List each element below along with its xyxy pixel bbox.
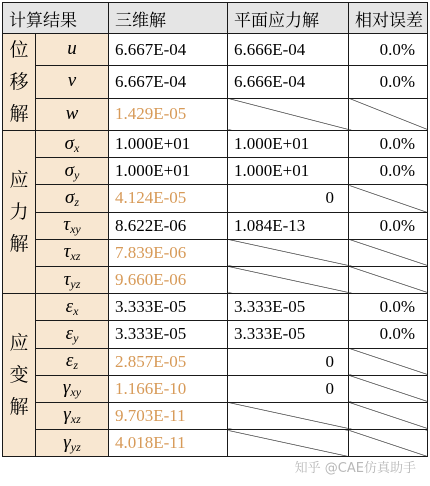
empty-slash-cell: [228, 98, 349, 130]
value-3d: 6.667E-04: [109, 34, 228, 66]
group-displacement: 位移解: [3, 34, 36, 131]
empty-slash-cell: [349, 402, 428, 429]
empty-slash-cell: [349, 430, 428, 457]
table-row: [3, 294, 428, 321]
empty-slash-cell: [349, 348, 428, 375]
value-3d: 1.166E-10: [109, 375, 228, 402]
table-row: [3, 66, 428, 98]
table-row: [3, 321, 428, 348]
table-row: [3, 375, 428, 402]
header-calc-result: 计算结果: [3, 3, 109, 34]
table-row: [3, 34, 428, 66]
symbol-cell: $\sigma_z$: [36, 185, 109, 212]
table-row: [3, 348, 428, 375]
empty-slash-cell: [349, 266, 428, 293]
relative-error: 0.0%: [349, 66, 428, 98]
symbol-cell: $\gamma_{yz}$: [36, 430, 109, 457]
table-row: [3, 430, 428, 457]
value-plane-stress: 0: [228, 348, 349, 375]
header-row: [3, 3, 428, 34]
value-plane-stress: 0: [228, 185, 349, 212]
relative-error: 0.0%: [349, 158, 428, 185]
value-plane-stress: 3.333E-05: [228, 321, 349, 348]
value-plane-stress: 6.666E-04: [228, 34, 349, 66]
symbol-cell: $\sigma_y$: [36, 158, 109, 185]
table-row: [3, 98, 428, 130]
value-3d: 1.000E+01: [109, 131, 228, 158]
symbol-cell: $\sigma_x$: [36, 131, 109, 158]
symbol-cell: u: [36, 34, 109, 66]
relative-error: 0.0%: [349, 212, 428, 239]
symbol-cell: $\gamma_{xz}$: [36, 402, 109, 429]
relative-error: 0.0%: [349, 294, 428, 321]
group-stress: 应力解: [3, 131, 36, 294]
value-plane-stress: 3.333E-05: [228, 294, 349, 321]
value-plane-stress: 0: [228, 375, 349, 402]
table-row: [3, 266, 428, 293]
watermark: 知乎 @CAE仿真助手: [294, 461, 416, 476]
empty-slash-cell: [349, 375, 428, 402]
results-comparison-table: [2, 2, 428, 457]
value-3d: 1.429E-05: [109, 98, 228, 130]
relative-error: 0.0%: [349, 131, 428, 158]
header-plane-stress-solution: 平面应力解: [228, 3, 349, 34]
empty-slash-cell: [349, 185, 428, 212]
value-3d: 1.000E+01: [109, 158, 228, 185]
value-plane-stress: 1.000E+01: [228, 131, 349, 158]
value-3d: 9.660E-06: [109, 266, 228, 293]
value-3d: 4.124E-05: [109, 185, 228, 212]
value-3d: 7.839E-06: [109, 239, 228, 266]
header-3d-solution: 三维解: [109, 3, 228, 34]
value-plane-stress: 1.084E-13: [228, 212, 349, 239]
symbol-cell: $\varepsilon_x$: [36, 294, 109, 321]
value-plane-stress: 1.000E+01: [228, 158, 349, 185]
symbol-cell: $\tau_{xz}$: [36, 239, 109, 266]
empty-slash-cell: [228, 402, 349, 429]
value-3d: 6.667E-04: [109, 66, 228, 98]
table-row: [3, 158, 428, 185]
empty-slash-cell: [349, 239, 428, 266]
value-3d: 4.018E-11: [109, 430, 228, 457]
table-row: [3, 402, 428, 429]
table-row: [3, 131, 428, 158]
table-row: [3, 212, 428, 239]
header-relative-error: 相对误差: [349, 3, 428, 34]
empty-slash-cell: [228, 239, 349, 266]
symbol-cell: v: [36, 66, 109, 98]
value-3d: 2.857E-05: [109, 348, 228, 375]
value-3d: 3.333E-05: [109, 294, 228, 321]
symbol-cell: $\varepsilon_z$: [36, 348, 109, 375]
symbol-cell: $\varepsilon_y$: [36, 321, 109, 348]
relative-error: 0.0%: [349, 34, 428, 66]
table-row: [3, 185, 428, 212]
table-row: [3, 239, 428, 266]
empty-slash-cell: [349, 98, 428, 130]
symbol-cell: w: [36, 98, 109, 130]
relative-error: 0.0%: [349, 321, 428, 348]
value-3d: 9.703E-11: [109, 402, 228, 429]
symbol-cell: $\tau_{xy}$: [36, 212, 109, 239]
empty-slash-cell: [228, 430, 349, 457]
symbol-cell: $\tau_{yz}$: [36, 266, 109, 293]
group-strain: 应变解: [3, 294, 36, 457]
symbol-cell: $\gamma_{xy}$: [36, 375, 109, 402]
value-3d: 8.622E-06: [109, 212, 228, 239]
value-3d: 3.333E-05: [109, 321, 228, 348]
empty-slash-cell: [228, 266, 349, 293]
value-plane-stress: 6.666E-04: [228, 66, 349, 98]
